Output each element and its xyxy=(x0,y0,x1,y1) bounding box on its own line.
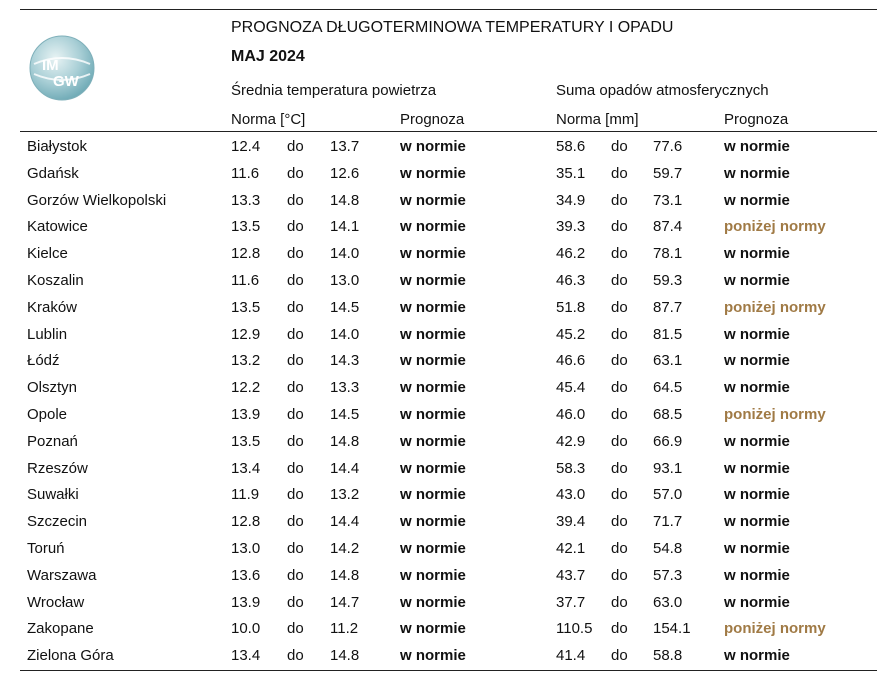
cell-pdo: do xyxy=(611,325,628,343)
cell-tmin: 11.6 xyxy=(231,164,260,182)
cell-pdo: do xyxy=(611,566,628,584)
cell-tdo: do xyxy=(287,191,304,209)
table-row xyxy=(0,620,894,647)
cell-pmin: 35.1 xyxy=(556,164,586,182)
cell-tmin: 12.8 xyxy=(231,513,261,531)
cell-tdo: do xyxy=(287,513,304,531)
document-subtitle: MAJ 2024 xyxy=(231,48,305,65)
cell-tmax: 14.1 xyxy=(330,218,360,236)
cell-pfc: w normie xyxy=(724,566,790,584)
cell-tdo: do xyxy=(287,272,304,289)
cell-pdo: do xyxy=(611,513,628,531)
cell-pdo: do xyxy=(611,540,628,557)
cell-pmax: 66.9 xyxy=(653,432,683,450)
temp-forecast-header: Prognoza xyxy=(400,111,465,128)
cell-pfc: w normie xyxy=(724,513,790,531)
cell-tdo: do xyxy=(287,245,304,263)
cell-tmin: 11.6 xyxy=(231,272,260,289)
cell-pmin: 46.0 xyxy=(556,406,586,423)
cell-city: Opole xyxy=(27,406,68,423)
cell-tmin: 10.0 xyxy=(231,620,261,638)
cell-pmin: 42.1 xyxy=(556,540,586,557)
cell-pmin: 51.8 xyxy=(556,298,586,316)
logo-text-bottom: GW xyxy=(53,73,79,90)
table-row xyxy=(0,406,894,433)
cell-tdo: do xyxy=(287,620,304,638)
cell-pmax: 71.7 xyxy=(653,513,683,531)
cell-pmax: 81.5 xyxy=(653,325,683,343)
cell-tmax: 14.7 xyxy=(330,593,360,611)
cell-tmax: 12.6 xyxy=(330,164,360,182)
cell-pmin: 45.4 xyxy=(556,379,586,397)
imgw-logo xyxy=(28,34,96,102)
cell-pdo: do xyxy=(611,620,628,638)
cell-tfc: w normie xyxy=(400,540,466,557)
cell-tfc: w normie xyxy=(400,566,466,584)
cell-tmax: 14.4 xyxy=(330,513,360,531)
cell-tmax: 13.0 xyxy=(330,272,360,289)
cell-city: Gdańsk xyxy=(27,164,79,182)
cell-city: Gorzów Wielkopolski xyxy=(27,191,167,209)
cell-pmin: 39.4 xyxy=(556,513,586,531)
cell-tmin: 13.4 xyxy=(231,647,261,665)
table-row xyxy=(0,379,894,406)
cell-tfc: w normie xyxy=(400,593,466,611)
cell-tdo: do xyxy=(287,379,304,397)
cell-tdo: do xyxy=(287,647,304,665)
cell-tfc: w normie xyxy=(400,272,466,289)
cell-tdo: do xyxy=(287,164,304,182)
cell-city: Katowice xyxy=(27,218,88,236)
cell-tmin: 12.4 xyxy=(231,138,261,155)
table-row xyxy=(0,165,894,192)
cell-tfc: w normie xyxy=(400,620,466,638)
cell-city: Warszawa xyxy=(27,566,97,584)
cell-pdo: do xyxy=(611,245,628,263)
cell-pmax: 54.8 xyxy=(653,540,683,557)
cell-tdo: do xyxy=(287,486,304,504)
cell-tmin: 13.6 xyxy=(231,566,261,584)
cell-tdo: do xyxy=(287,325,304,343)
cell-pmin: 46.6 xyxy=(556,352,586,370)
cell-tmax: 14.4 xyxy=(330,459,360,477)
cell-tmin: 13.4 xyxy=(231,459,261,477)
cell-pfc: w normie xyxy=(724,432,790,450)
cell-tmin: 12.9 xyxy=(231,325,261,343)
cell-tmax: 14.8 xyxy=(330,566,360,584)
cell-tfc: w normie xyxy=(400,325,466,343)
table-row xyxy=(0,594,894,621)
cell-pmax: 63.0 xyxy=(653,593,683,611)
cell-tdo: do xyxy=(287,352,304,370)
cell-pfc: poniżej normy xyxy=(724,298,826,316)
cell-pdo: do xyxy=(611,138,628,155)
precip-norm-header: Norma [mm] xyxy=(556,111,639,128)
cell-tmax: 13.3 xyxy=(330,379,360,397)
cell-city: Zielona Góra xyxy=(27,647,114,665)
cell-pmin: 58.3 xyxy=(556,459,586,477)
cell-pfc: poniżej normy xyxy=(724,620,826,638)
cell-pdo: do xyxy=(611,352,628,370)
cell-city: Wrocław xyxy=(27,593,85,611)
cell-tfc: w normie xyxy=(400,432,466,450)
cell-pfc: w normie xyxy=(724,593,790,611)
cell-tmin: 13.9 xyxy=(231,406,261,423)
cell-tmin: 12.8 xyxy=(231,245,261,263)
cell-city: Łódź xyxy=(27,352,60,370)
cell-tdo: do xyxy=(287,138,304,155)
cell-pmax: 87.4 xyxy=(653,218,683,236)
cell-pfc: w normie xyxy=(724,647,790,665)
cell-tmin: 13.5 xyxy=(231,432,261,450)
cell-city: Kraków xyxy=(27,298,78,316)
cell-city: Suwałki xyxy=(27,486,79,504)
cell-tmax: 13.2 xyxy=(330,486,360,504)
cell-pmin: 110.5 xyxy=(556,620,593,638)
cell-pmax: 73.1 xyxy=(653,191,683,209)
cell-tmin: 13.5 xyxy=(231,298,261,316)
cell-city: Białystok xyxy=(27,138,88,155)
cell-pmin: 39.3 xyxy=(556,218,586,236)
cell-pfc: w normie xyxy=(724,245,790,263)
bottom-rule xyxy=(20,670,877,671)
cell-pdo: do xyxy=(611,298,628,316)
cell-pmin: 41.4 xyxy=(556,647,586,665)
cell-city: Poznań xyxy=(27,432,78,450)
cell-pmax: 59.3 xyxy=(653,272,683,289)
cell-tfc: w normie xyxy=(400,513,466,531)
table-row xyxy=(0,352,894,379)
cell-pfc: w normie xyxy=(724,191,790,209)
cell-tmax: 14.2 xyxy=(330,540,360,557)
cell-pmin: 34.9 xyxy=(556,191,586,209)
cell-tdo: do xyxy=(287,566,304,584)
top-rule xyxy=(20,9,877,10)
cell-tfc: w normie xyxy=(400,459,466,477)
cell-pdo: do xyxy=(611,272,628,289)
cell-pfc: w normie xyxy=(724,459,790,477)
cell-pmax: 59.7 xyxy=(653,164,683,182)
cell-pdo: do xyxy=(611,432,628,450)
cell-pmin: 58.6 xyxy=(556,138,586,155)
cell-tfc: w normie xyxy=(400,486,466,504)
table-row xyxy=(0,272,894,299)
cell-pdo: do xyxy=(611,218,628,236)
cell-pdo: do xyxy=(611,379,628,397)
table-row xyxy=(0,299,894,326)
logo-text-top: IM xyxy=(42,57,59,74)
cell-pmin: 37.7 xyxy=(556,593,586,611)
cell-tmin: 11.9 xyxy=(231,486,260,504)
cell-city: Kielce xyxy=(27,245,68,263)
cell-tfc: w normie xyxy=(400,379,466,397)
cell-pmax: 68.5 xyxy=(653,406,683,423)
table-row xyxy=(0,486,894,513)
cell-pfc: w normie xyxy=(724,272,790,289)
cell-pfc: w normie xyxy=(724,540,790,557)
cell-pmax: 64.5 xyxy=(653,379,683,397)
cell-tdo: do xyxy=(287,459,304,477)
cell-pmax: 78.1 xyxy=(653,245,683,263)
precip-forecast-header: Prognoza xyxy=(724,111,789,128)
cell-tmin: 13.2 xyxy=(231,352,261,370)
cell-tfc: w normie xyxy=(400,164,466,182)
cell-tmin: 13.9 xyxy=(231,593,261,611)
table-row xyxy=(0,218,894,245)
cell-tmin: 13.0 xyxy=(231,540,261,557)
table-row xyxy=(0,513,894,540)
cell-tfc: w normie xyxy=(400,245,466,263)
cell-tdo: do xyxy=(287,406,304,423)
cell-tdo: do xyxy=(287,298,304,316)
cell-pfc: w normie xyxy=(724,352,790,370)
cell-pmin: 42.9 xyxy=(556,432,586,450)
cell-pdo: do xyxy=(611,459,628,477)
cell-pmax: 77.6 xyxy=(653,138,683,155)
cell-tfc: w normie xyxy=(400,647,466,665)
table-row xyxy=(0,540,894,567)
cell-pdo: do xyxy=(611,593,628,611)
table-row xyxy=(0,326,894,353)
cell-pfc: poniżej normy xyxy=(724,218,826,236)
precip-group-header: Suma opadów atmosferycznych xyxy=(556,82,769,99)
document-title: PROGNOZA DŁUGOTERMINOWA TEMPERATURY I OPADU xyxy=(231,19,674,36)
cell-city: Szczecin xyxy=(27,513,88,531)
cell-tdo: do xyxy=(287,593,304,611)
cell-pmin: 46.3 xyxy=(556,272,586,289)
temp-group-header: Średnia temperatura powietrza xyxy=(231,82,437,99)
cell-pmax: 63.1 xyxy=(653,352,683,370)
cell-tmin: 13.5 xyxy=(231,218,261,236)
cell-tfc: w normie xyxy=(400,298,466,316)
cell-city: Koszalin xyxy=(27,272,84,289)
cell-pmax: 58.8 xyxy=(653,647,683,665)
cell-tmax: 14.5 xyxy=(330,298,360,316)
cell-pfc: poniżej normy xyxy=(724,406,826,423)
cell-tmax: 14.0 xyxy=(330,245,360,263)
cell-pmin: 46.2 xyxy=(556,245,586,263)
cell-city: Olsztyn xyxy=(27,379,78,397)
table-row xyxy=(0,460,894,487)
cell-pdo: do xyxy=(611,486,628,504)
cell-pdo: do xyxy=(611,647,628,665)
cell-tmin: 13.3 xyxy=(231,191,261,209)
cell-tdo: do xyxy=(287,432,304,450)
cell-tmax: 14.8 xyxy=(330,191,360,209)
cell-tdo: do xyxy=(287,218,304,236)
cell-pmax: 57.3 xyxy=(653,566,683,584)
cell-tmax: 14.8 xyxy=(330,432,360,450)
cell-pdo: do xyxy=(611,191,628,209)
cell-tmin: 12.2 xyxy=(231,379,261,397)
cell-city: Lublin xyxy=(27,325,68,343)
cell-pfc: w normie xyxy=(724,164,790,182)
cell-tfc: w normie xyxy=(400,352,466,370)
cell-city: Zakopane xyxy=(27,620,94,638)
cell-pmax: 93.1 xyxy=(653,459,683,477)
table-row xyxy=(0,192,894,219)
cell-pfc: w normie xyxy=(724,379,790,397)
cell-pmin: 45.2 xyxy=(556,325,586,343)
cell-tfc: w normie xyxy=(400,218,466,236)
cell-tmax: 14.8 xyxy=(330,647,360,665)
table-row xyxy=(0,245,894,272)
cell-tmax: 14.5 xyxy=(330,406,360,423)
cell-pdo: do xyxy=(611,406,628,423)
cell-tfc: w normie xyxy=(400,191,466,209)
cell-pmax: 87.7 xyxy=(653,298,683,316)
cell-pfc: w normie xyxy=(724,138,790,155)
cell-city: Toruń xyxy=(27,540,65,557)
table-row xyxy=(0,138,894,165)
header-rule xyxy=(20,131,877,132)
cell-tfc: w normie xyxy=(400,138,466,155)
cell-pmax: 154.1 xyxy=(653,620,691,638)
cell-tmax: 14.0 xyxy=(330,325,360,343)
cell-tmax: 14.3 xyxy=(330,352,360,370)
cell-pmin: 43.7 xyxy=(556,566,586,584)
cell-pmin: 43.0 xyxy=(556,486,586,504)
cell-tmax: 13.7 xyxy=(330,138,360,155)
cell-tfc: w normie xyxy=(400,406,466,423)
cell-pmax: 57.0 xyxy=(653,486,683,504)
cell-tdo: do xyxy=(287,540,304,557)
cell-pdo: do xyxy=(611,164,628,182)
table-row xyxy=(0,433,894,460)
cell-pfc: w normie xyxy=(724,325,790,343)
table-row xyxy=(0,567,894,594)
cell-pfc: w normie xyxy=(724,486,790,504)
temp-norm-header: Norma [°C] xyxy=(231,111,306,128)
cell-city: Rzeszów xyxy=(27,459,88,477)
cell-tmax: 11.2 xyxy=(330,620,359,638)
